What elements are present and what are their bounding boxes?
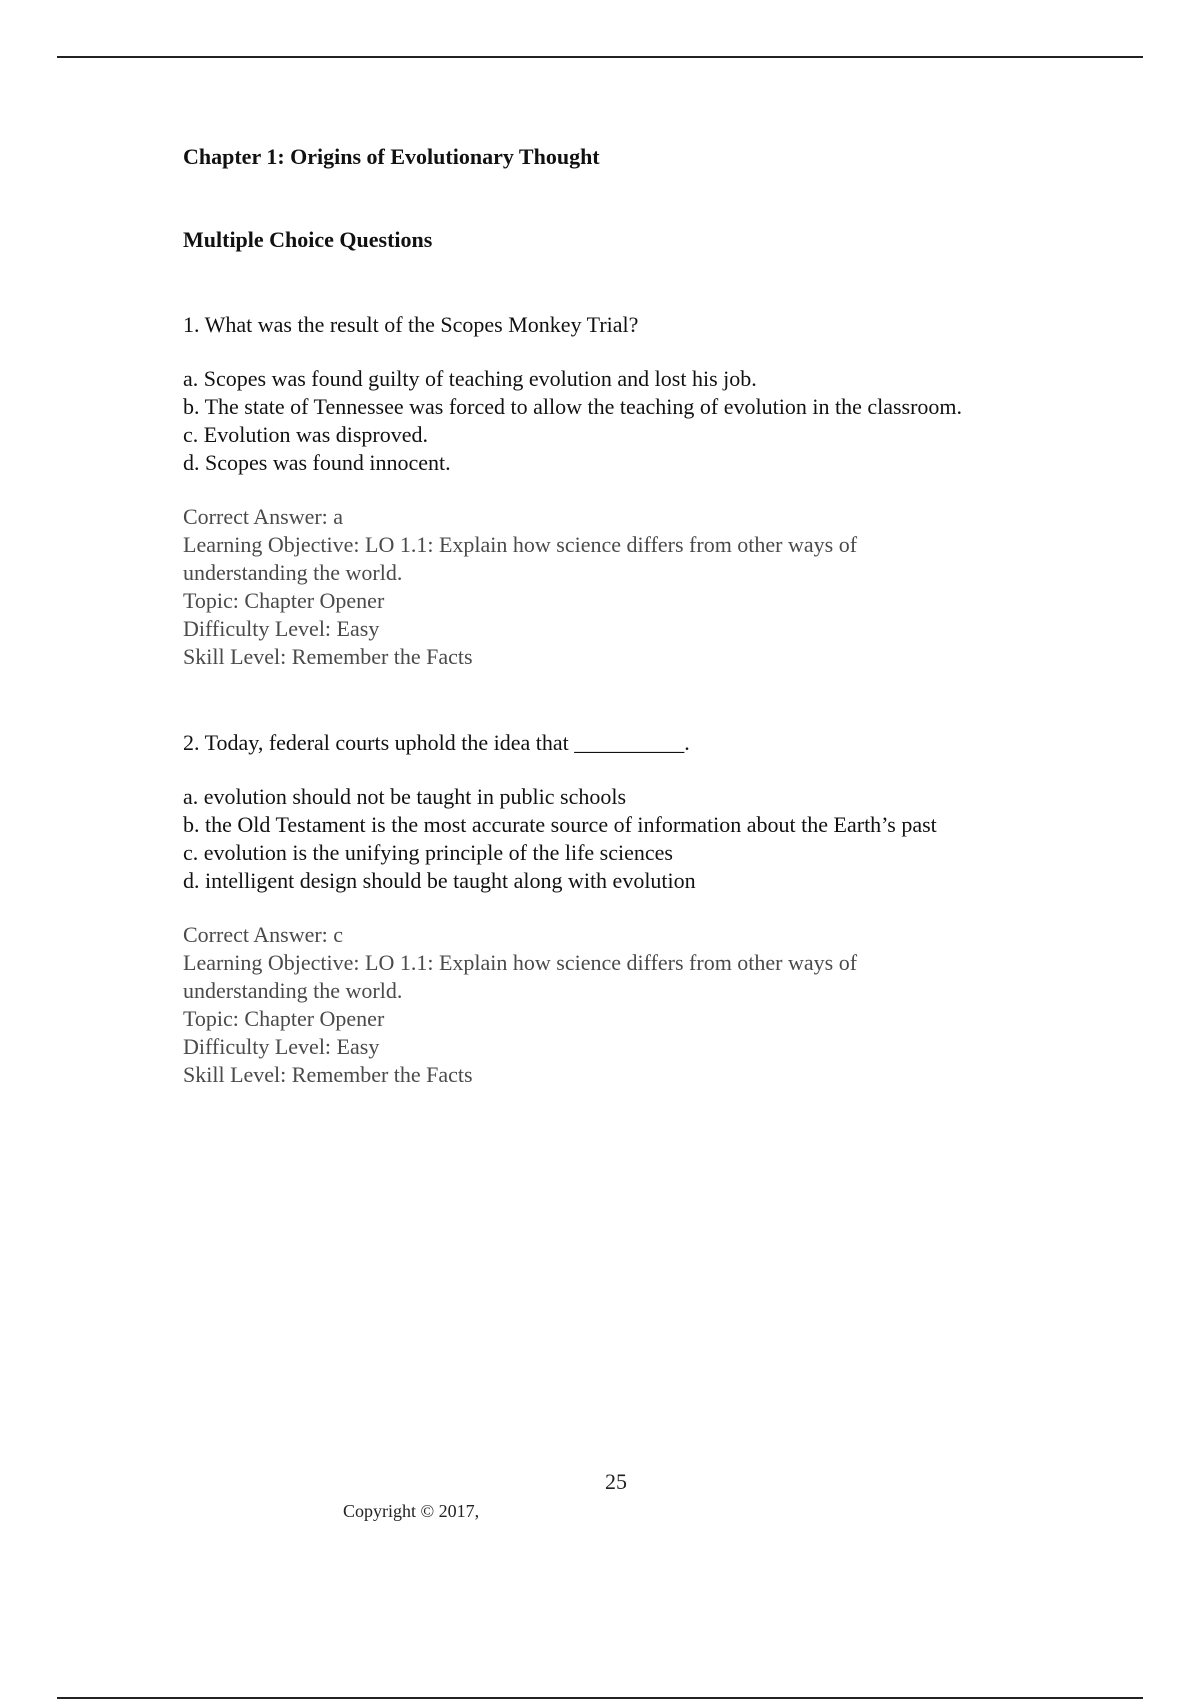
skill-level: Skill Level: Remember the Facts: [183, 1062, 473, 1087]
bottom-rule: [57, 1697, 1143, 1699]
option-a: a. evolution should not be taught in public schools: [183, 784, 627, 809]
option-b: b. the Old Testament is the most accurate source of information about the Earth’s past: [183, 812, 937, 837]
option-d: d. intelligent design should be taught along with evolution: [183, 868, 696, 893]
answer-options: [183, 365, 1083, 477]
answer-options: [183, 783, 1083, 895]
difficulty-level: Difficulty Level: Easy: [183, 1034, 380, 1059]
option-c: c. Evolution was disproved.: [183, 422, 429, 447]
correct-answer: Correct Answer: c: [183, 922, 344, 947]
option-b: b. The state of Tennessee was forced to allow the teaching of evolution in the classroom.: [183, 394, 963, 419]
question-1: [183, 311, 1083, 671]
difficulty-level: Difficulty Level: Easy: [183, 616, 380, 641]
question-metadata: [183, 503, 943, 671]
page-number: 25: [605, 1469, 627, 1494]
copyright-notice: Copyright © 2017,: [343, 1501, 480, 1521]
skill-level: Skill Level: Remember the Facts: [183, 644, 473, 669]
top-rule: [57, 56, 1143, 58]
section-title: Multiple Choice Questions: [183, 227, 433, 252]
chapter-title: Chapter 1: Origins of Evolutionary Thought: [183, 144, 600, 169]
option-a: a. Scopes was found guilty of teaching evolution and lost his job.: [183, 366, 757, 391]
learning-objective: Learning Objective: LO 1.1: Explain how science differs from other ways of understanding the world.: [183, 950, 858, 1003]
correct-answer: Correct Answer: a: [183, 504, 344, 529]
topic: Topic: Chapter Opener: [183, 588, 385, 613]
option-d: d. Scopes was found innocent.: [183, 450, 451, 475]
question-stem: 1. What was the result of the Scopes Monkey Trial?: [183, 312, 639, 337]
question-metadata: [183, 921, 943, 1089]
question-2: [183, 729, 1083, 1089]
question-stem: 2. Today, federal courts uphold the idea that __________.: [183, 730, 690, 755]
learning-objective: Learning Objective: LO 1.1: Explain how science differs from other ways of understanding the world.: [183, 532, 858, 585]
topic: Topic: Chapter Opener: [183, 1006, 385, 1031]
option-c: c. evolution is the unifying principle of the life sciences: [183, 840, 673, 865]
